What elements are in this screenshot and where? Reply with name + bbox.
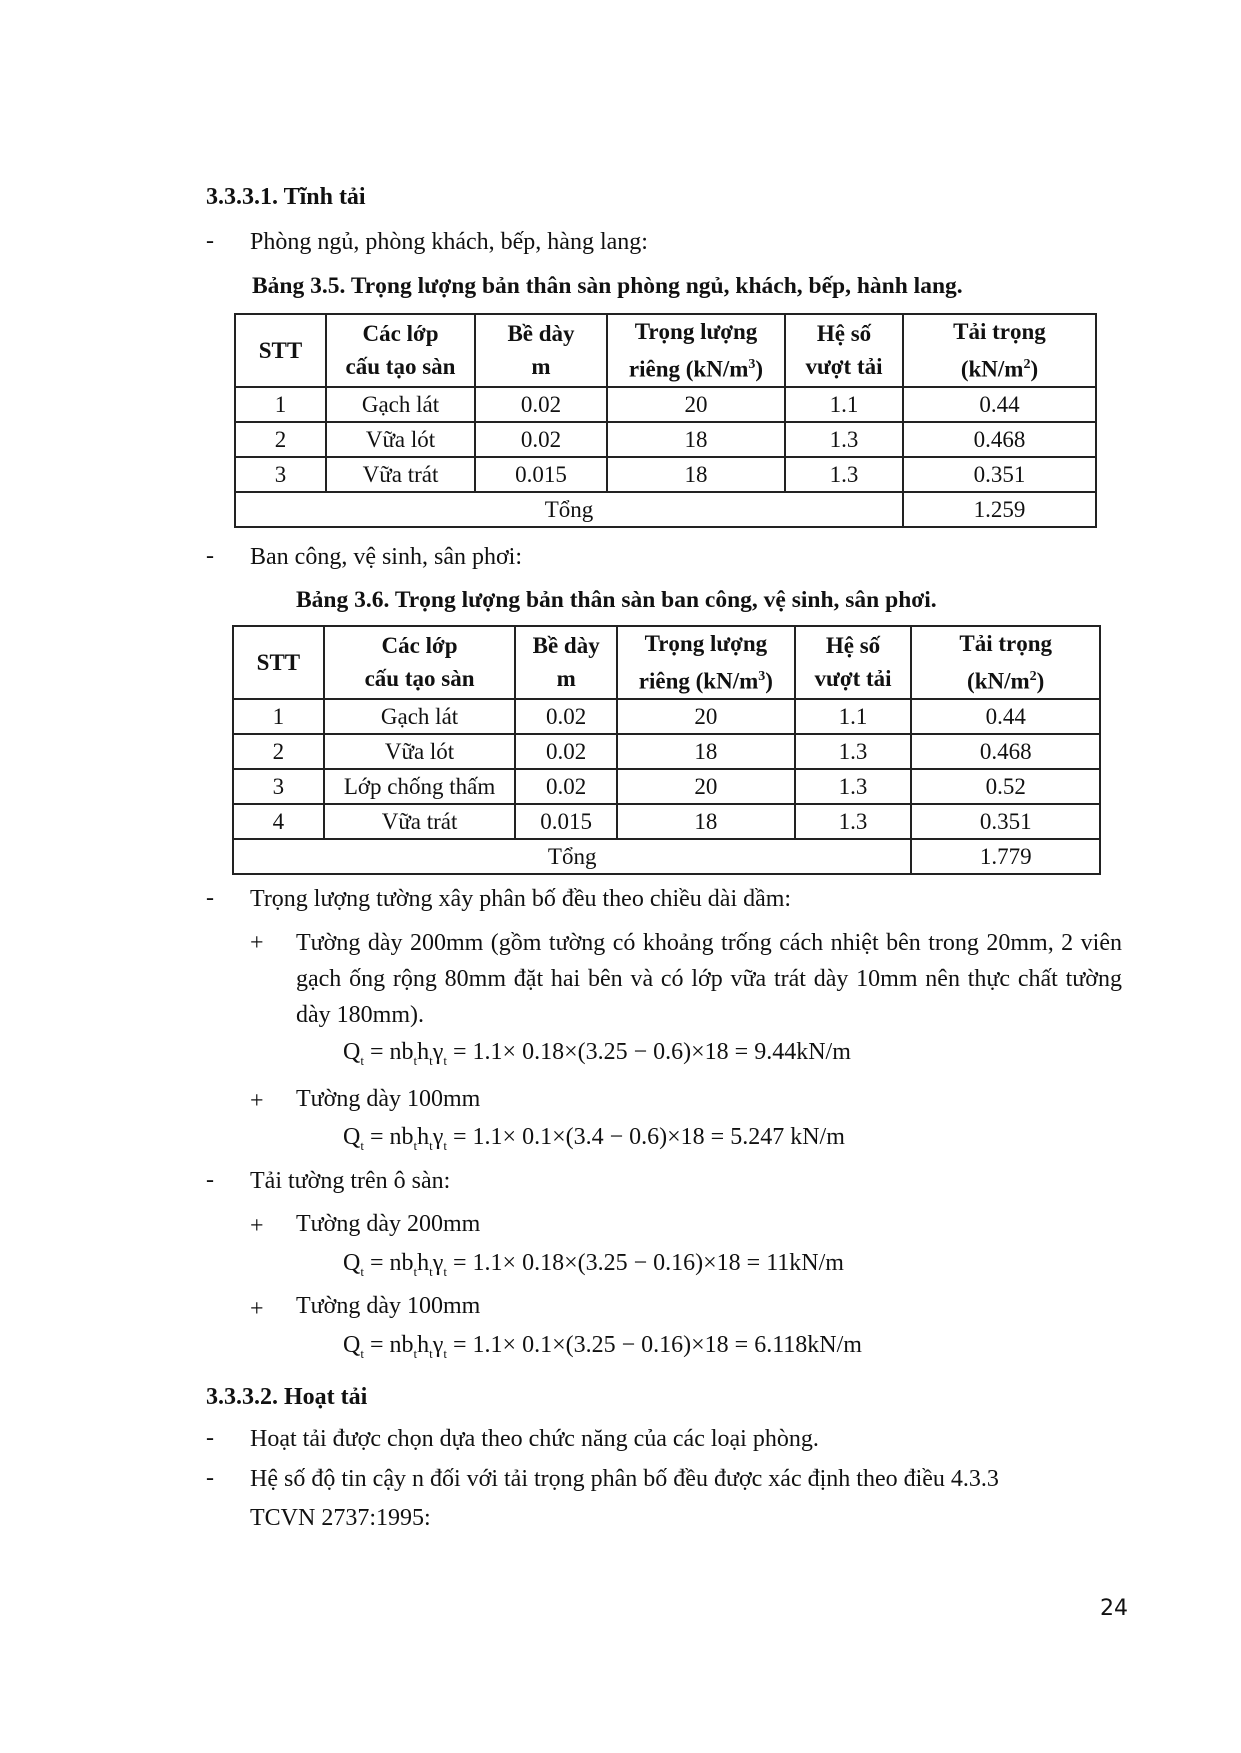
header-unit-weight: Trọng lượng riêng $(kN/m^3)$ xyxy=(607,314,785,387)
total-value: 1.779 xyxy=(911,839,1100,874)
wall-100-label: Tường dày 100mm xyxy=(296,1086,481,1112)
table-cell: 4 xyxy=(233,804,324,839)
table-row xyxy=(233,804,1100,839)
total-label: Tổng xyxy=(235,492,903,527)
bullet-dash: - xyxy=(206,885,214,911)
table-row xyxy=(233,769,1100,804)
table-cell: 0.44 xyxy=(911,699,1100,734)
table-cell: 20 xyxy=(617,769,795,804)
table-cell: 2 xyxy=(233,734,324,769)
header-stt: STT xyxy=(233,626,324,699)
table-row xyxy=(235,387,1096,422)
formula-wall-200: $Q_t = nb_th_t\gamma_t = 1.1\times 0.18\times(3.25 - 0.6)\times 18 = 9.44kN/m$ xyxy=(343,1039,851,1068)
table2-total-row xyxy=(233,839,1100,874)
table-cell: 1.3 xyxy=(795,734,912,769)
bullet-live-load-choice: Hoạt tải được chọn dựa theo chức năng của các loại phòng. xyxy=(250,1426,819,1452)
table-cell: 3 xyxy=(235,457,326,492)
table2 xyxy=(232,625,1101,875)
table-cell: 1.3 xyxy=(785,457,903,492)
table-cell: 0.52 xyxy=(911,769,1100,804)
table-cell: 18 xyxy=(607,457,785,492)
bullet-wall-weight: Trọng lượng tường xây phân bố đều theo chiều dài dầm: xyxy=(250,886,792,912)
wall-200-description: Tường dày 200mm (gồm tường có khoảng trống cách nhiệt bên trong 20mm, 2 viên gạch ống rộng 80mm đặt hai bên và có lớp vữa trát dày 10mm nên thực chất tường dày 180mm). xyxy=(296,930,1122,1028)
plus-marker: + xyxy=(250,1213,264,1239)
plus-marker: + xyxy=(250,930,264,956)
header-thickness: Bề dày m xyxy=(515,626,617,699)
table1 xyxy=(234,313,1097,528)
table-cell: 1.1 xyxy=(795,699,912,734)
table-cell: 0.02 xyxy=(515,699,617,734)
section-title-static-load: 3.3.3.1. Tĩnh tải xyxy=(206,184,366,210)
table-row xyxy=(233,734,1100,769)
table-row xyxy=(233,699,1100,734)
header-thickness: Bề dày m xyxy=(475,314,607,387)
table-cell: 1 xyxy=(235,387,326,422)
bullet-dash: - xyxy=(206,1167,214,1193)
table2-header-row xyxy=(233,626,1100,699)
table-cell: Lớp chống thấm xyxy=(324,769,515,804)
table-cell: 0.351 xyxy=(903,457,1096,492)
table-cell: 0.02 xyxy=(475,387,607,422)
header-overload-factor: Hệ số vượt tải xyxy=(785,314,903,387)
bullet-slab-wall-load: Tải tường trên ô sàn: xyxy=(250,1168,451,1194)
table-cell: 3 xyxy=(233,769,324,804)
table2-caption: Bảng 3.6. Trọng lượng bản thân sàn ban công, vệ sinh, sân phơi. xyxy=(296,587,937,613)
table-row xyxy=(235,422,1096,457)
header-stt: STT xyxy=(235,314,326,387)
total-value: 1.259 xyxy=(903,492,1096,527)
wall-100-label-2: Tường dày 100mm xyxy=(296,1293,481,1319)
table1-header-row xyxy=(235,314,1096,387)
table-cell: 0.468 xyxy=(903,422,1096,457)
table-cell: 1.1 xyxy=(785,387,903,422)
formula-slab-wall-100: $Q_t = nb_th_t\gamma_t = 1.1\times 0.1\times(3.25 - 0.16)\times 18 = 6.118kN/m$ xyxy=(343,1332,862,1361)
table-row xyxy=(235,457,1096,492)
table1-total-row xyxy=(235,492,1096,527)
header-unit-weight: Trọng lượng riêng $(kN/m^3)$ xyxy=(617,626,795,699)
header-layers: Các lớp cấu tạo sàn xyxy=(324,626,515,699)
table-cell: 0.02 xyxy=(475,422,607,457)
table-cell: Gạch lát xyxy=(324,699,515,734)
header-overload-factor: Hệ số vượt tải xyxy=(795,626,912,699)
page-number: 24 xyxy=(1100,1596,1128,1621)
bullet-dash: - xyxy=(206,543,214,569)
bullet-balcony: Ban công, vệ sinh, sân phơi: xyxy=(250,544,522,570)
header-layers: Các lớp cấu tạo sàn xyxy=(326,314,475,387)
table-cell: 1.3 xyxy=(795,769,912,804)
table-cell: 0.351 xyxy=(911,804,1100,839)
table-cell: 2 xyxy=(235,422,326,457)
table-cell: 20 xyxy=(607,387,785,422)
table-cell: Vữa trát xyxy=(326,457,475,492)
bullet-reliability-standard: TCVN 2737:1995: xyxy=(250,1505,431,1531)
table-cell: 18 xyxy=(617,804,795,839)
table-cell: 0.02 xyxy=(515,769,617,804)
formula-slab-wall-200: $Q_t = nb_th_t\gamma_t = 1.1\times 0.18\times(3.25 - 0.16)\times 18 = 11kN/m$ xyxy=(343,1250,844,1279)
header-load: Tải trọng $(kN/m^2)$ xyxy=(911,626,1100,699)
table-cell: Vữa trát xyxy=(324,804,515,839)
section-title-live-load: 3.3.3.2. Hoạt tải xyxy=(206,1384,368,1410)
total-label: Tổng xyxy=(233,839,911,874)
table-cell: Vữa lót xyxy=(324,734,515,769)
formula-wall-100: $Q_t = nb_th_t\gamma_t = 1.1\times 0.1\times(3.4 - 0.6)\times 18 = 5.247$ kN/m xyxy=(343,1124,845,1153)
table-cell: 18 xyxy=(607,422,785,457)
plus-marker: + xyxy=(250,1296,264,1322)
bullet-reliability-factor: Hệ số độ tin cậy n đối với tải trọng phân bố đều được xác định theo điều 4.3.3 xyxy=(250,1466,999,1492)
table-cell: 0.02 xyxy=(515,734,617,769)
table-cell: 20 xyxy=(617,699,795,734)
table-cell: Gạch lát xyxy=(326,387,475,422)
bullet-dash: - xyxy=(206,1425,214,1451)
table-cell: 0.015 xyxy=(475,457,607,492)
header-load: Tải trọng $(kN/m^2)$ xyxy=(903,314,1096,387)
table-cell: Vữa lót xyxy=(326,422,475,457)
table-cell: 0.44 xyxy=(903,387,1096,422)
table-cell: 18 xyxy=(617,734,795,769)
plus-marker: + xyxy=(250,1088,264,1114)
table-cell: 1.3 xyxy=(785,422,903,457)
wall-200-label: Tường dày 200mm xyxy=(296,1211,481,1237)
bullet-rooms: Phòng ngủ, phòng khách, bếp, hàng lang: xyxy=(250,229,648,255)
bullet-dash: - xyxy=(206,228,214,254)
table-cell: 1 xyxy=(233,699,324,734)
table-cell: 0.015 xyxy=(515,804,617,839)
bullet-dash: - xyxy=(206,1465,214,1491)
table-cell: 1.3 xyxy=(795,804,912,839)
table-cell: 0.468 xyxy=(911,734,1100,769)
table1-caption: Bảng 3.5. Trọng lượng bản thân sàn phòng ngủ, khách, bếp, hành lang. xyxy=(252,273,963,299)
